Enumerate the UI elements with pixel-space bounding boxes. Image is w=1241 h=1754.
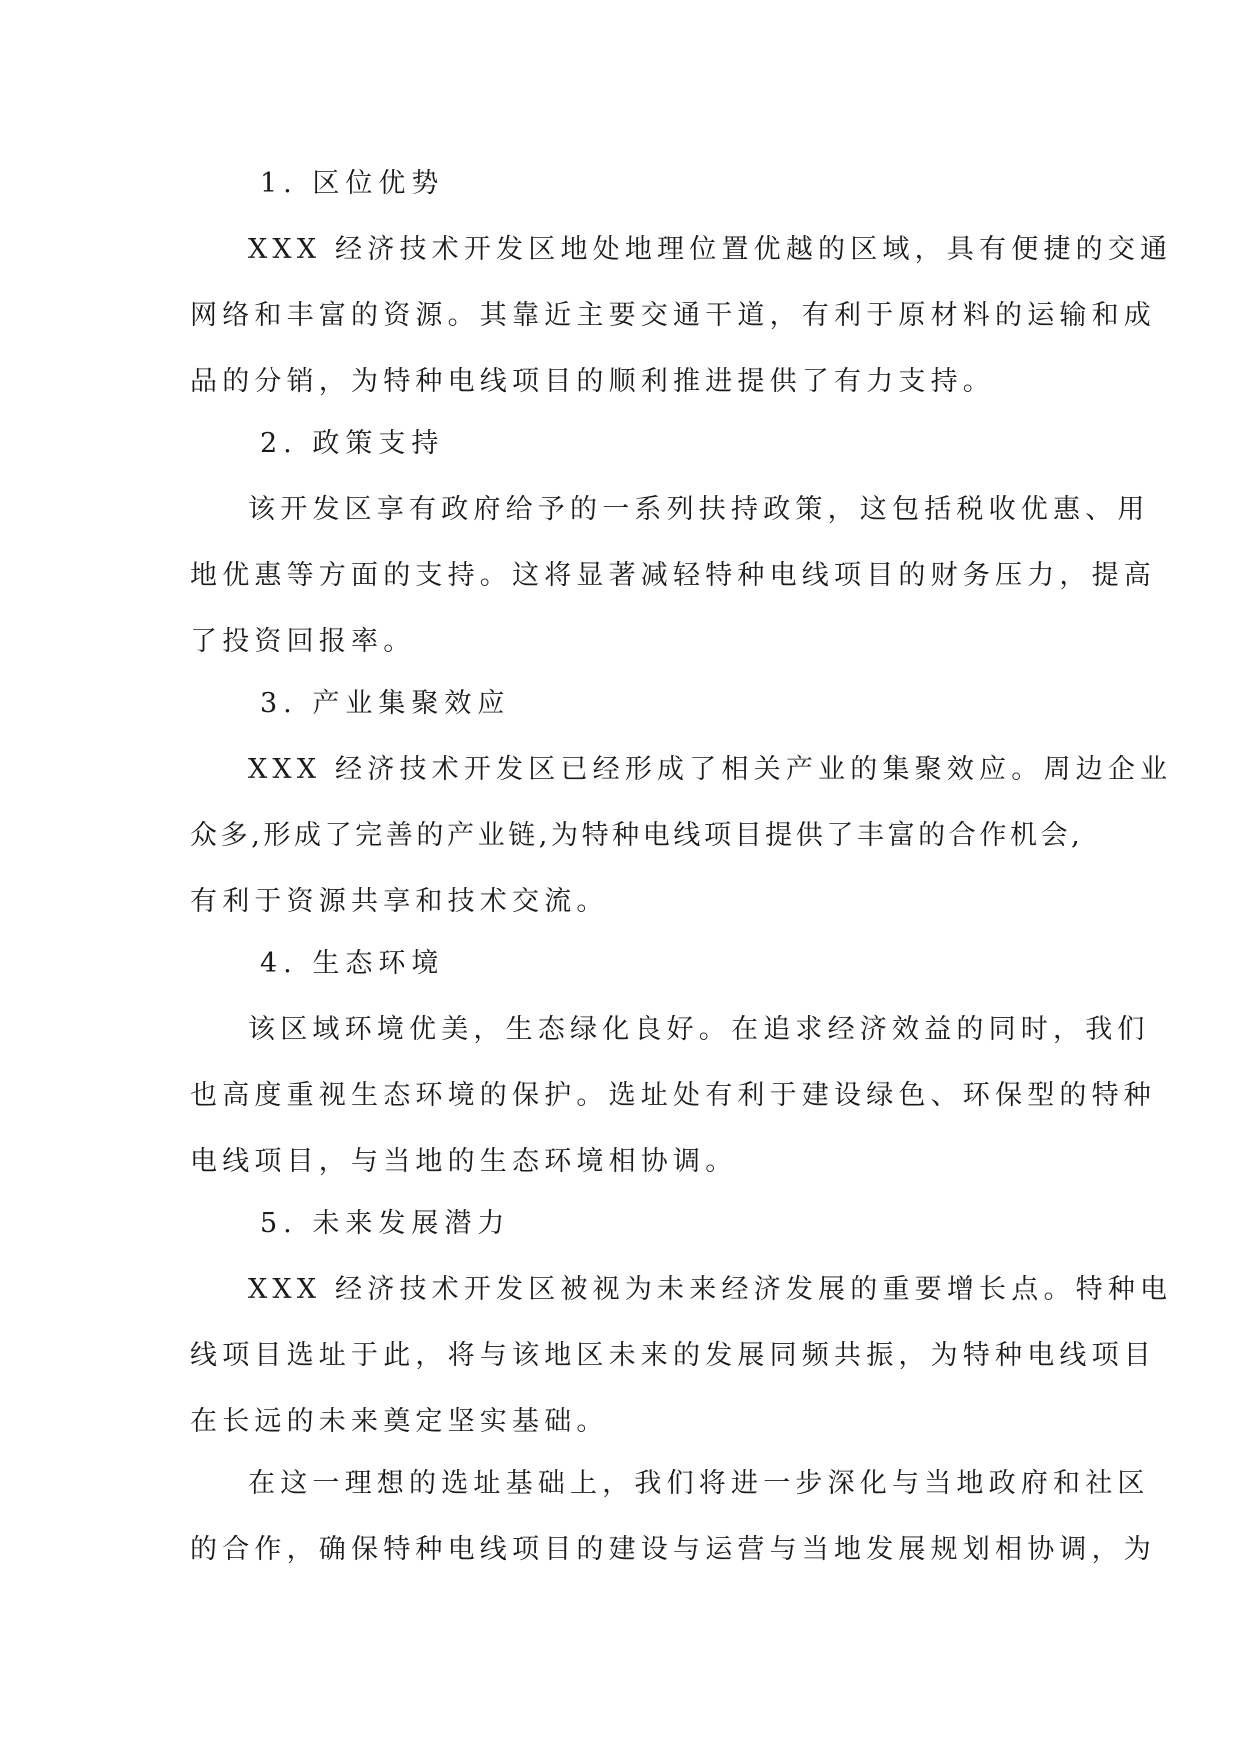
paragraph-line: 网络和丰富的资源。其靠近主要交通干道，有利于原材料的运输和成 bbox=[190, 300, 1156, 331]
paragraph-line: 品的分销，为特种电线项目的顺利推进提供了有力支持。 bbox=[190, 366, 995, 397]
paragraph-line: 也高度重视生态环境的保护。选址处有利于建设绿色、环保型的特种 bbox=[190, 1080, 1156, 1111]
paragraph-line: XXX 经济技术开发区已经形成了相关产业的集聚效应。周边企业 bbox=[248, 754, 1173, 785]
section-heading: 1. 区位优势 bbox=[260, 168, 445, 199]
paragraph-line: 该区域环境优美，生态绿化良好。在追求经济效益的同时，我们 bbox=[248, 1014, 1150, 1045]
paragraph-line: 在这一理想的选址基础上，我们将进一步深化与当地政府和社区 bbox=[248, 1468, 1150, 1499]
section-heading: 4. 生态环境 bbox=[260, 948, 445, 979]
paragraph-line: 众多,形成了完善的产业链,为特种电线项目提供了丰富的合作机会, bbox=[190, 820, 1084, 851]
section-heading: 2. 政策支持 bbox=[260, 428, 445, 459]
section-heading: 3. 产业集聚效应 bbox=[260, 688, 511, 719]
paragraph-line: 线项目选址于此，将与该地区未来的发展同频共振，为特种电线项目 bbox=[190, 1340, 1156, 1371]
paragraph-line: 地优惠等方面的支持。这将显著减轻特种电线项目的财务压力，提高 bbox=[190, 560, 1156, 591]
paragraph-line: 的合作，确保特种电线项目的建设与运营与当地发展规划相协调，为 bbox=[190, 1534, 1156, 1565]
paragraph-line: XXX 经济技术开发区地处地理位置优越的区域，具有便捷的交通 bbox=[248, 234, 1173, 265]
paragraph-line: 电线项目，与当地的生态环境相协调。 bbox=[190, 1146, 738, 1177]
section-heading: 5. 未来发展潜力 bbox=[260, 1208, 511, 1239]
paragraph-line: 有利于资源共享和技术交流。 bbox=[190, 886, 609, 917]
paragraph-line: 在长远的未来奠定坚实基础。 bbox=[190, 1406, 609, 1437]
paragraph-line: XXX 经济技术开发区被视为未来经济发展的重要增长点。特种电 bbox=[248, 1274, 1173, 1305]
paragraph-line: 了投资回报率。 bbox=[190, 626, 416, 657]
paragraph-line: 该开发区享有政府给予的一系列扶持政策，这包括税收优惠、用 bbox=[248, 494, 1150, 525]
